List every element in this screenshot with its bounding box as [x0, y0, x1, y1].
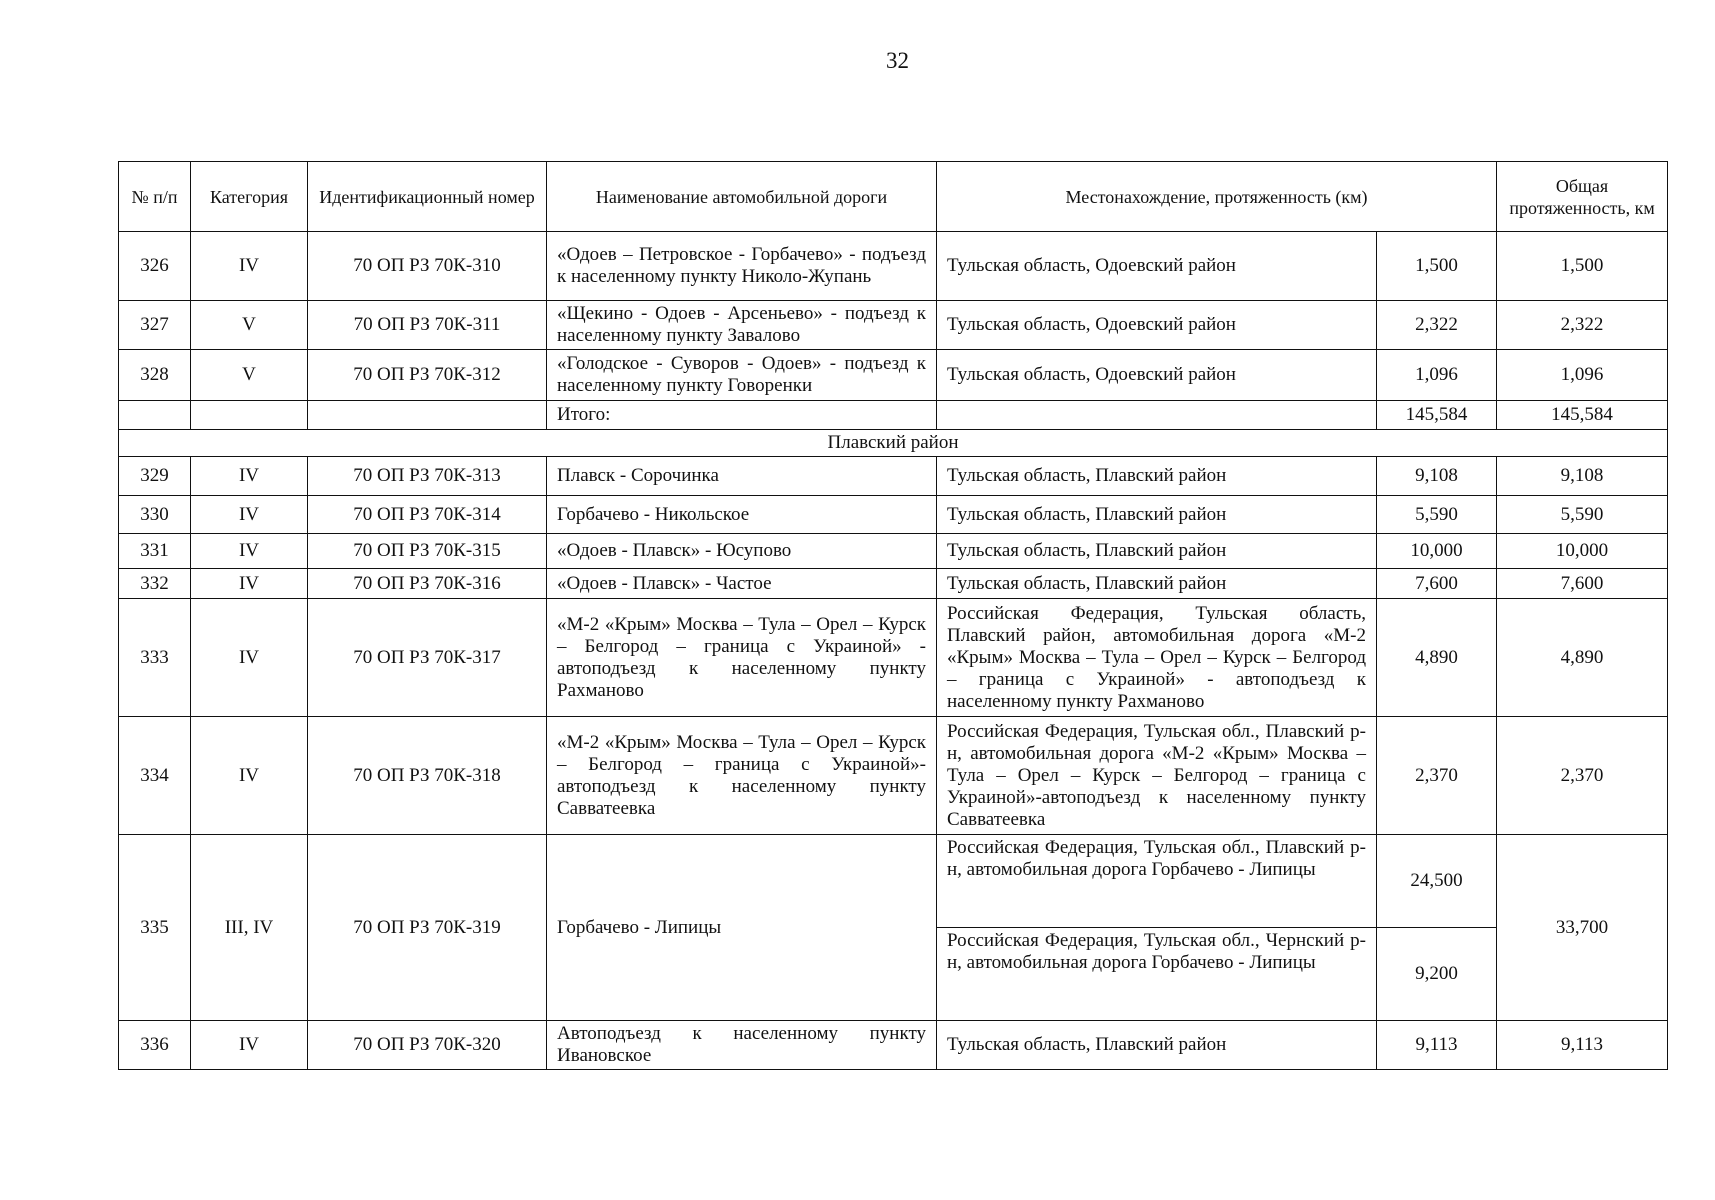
row-num: 330	[119, 496, 191, 534]
row-category: IV	[191, 457, 308, 496]
row-id: 70 ОП РЗ 70К-310	[308, 232, 547, 301]
row-id: 70 ОП РЗ 70К-311	[308, 301, 547, 350]
row-name: Плавск - Сорочинка	[547, 457, 937, 496]
header-location: Местонахождение, протяженность (км)	[937, 162, 1497, 232]
header-num: № п/п	[119, 162, 191, 232]
row-location: Тульская область, Одоевский район	[937, 301, 1377, 350]
row-category: IV	[191, 569, 308, 599]
row-location: Тульская область, Плавский район	[937, 569, 1377, 599]
row-total: 9,113	[1497, 1021, 1668, 1070]
row-length: 9,108	[1377, 457, 1497, 496]
row-num: 335	[119, 835, 191, 1021]
row-total: 5,590	[1497, 496, 1668, 534]
row-category: V	[191, 301, 308, 350]
row-length: 7,600	[1377, 569, 1497, 599]
row-length: 24,500	[1377, 835, 1497, 928]
row-length: 2,370	[1377, 717, 1497, 835]
row-length: 1,096	[1377, 350, 1497, 401]
row-length: 1,500	[1377, 232, 1497, 301]
row-num: 329	[119, 457, 191, 496]
row-name: Автоподъезд к населенному пункту Ивановское	[547, 1021, 937, 1070]
roads-table	[118, 161, 1668, 1070]
row-total: 4,890	[1497, 599, 1668, 717]
page-number: 32	[886, 48, 909, 73]
row-length: 2,322	[1377, 301, 1497, 350]
row-total: 1,096	[1497, 350, 1668, 401]
row-length: 9,113	[1377, 1021, 1497, 1070]
table-row	[119, 301, 1668, 350]
row-name: «Голодское - Суворов - Одоев» - подъезд к населенному пункту Говоренки	[547, 350, 937, 401]
row-category: IV	[191, 534, 308, 569]
row-location: Тульская область, Плавский район	[937, 1021, 1377, 1070]
row-name: «Одоев – Петровское - Горбачево» - подъезд к населенному пункту Николо-Жупань	[547, 232, 937, 301]
row-name: Горбачево - Липицы	[547, 835, 937, 1021]
row-id: 70 ОП РЗ 70К-316	[308, 569, 547, 599]
row-location: Тульская область, Одоевский район	[937, 232, 1377, 301]
total-sum: 145,584	[1497, 401, 1668, 430]
row-id: 70 ОП РЗ 70К-317	[308, 599, 547, 717]
row-location: Тульская область, Одоевский район	[937, 350, 1377, 401]
row-location: Тульская область, Плавский район	[937, 457, 1377, 496]
section-title: Плавский район	[119, 430, 1668, 457]
row-num: 328	[119, 350, 191, 401]
row-num: 327	[119, 301, 191, 350]
row-length: 10,000	[1377, 534, 1497, 569]
row-name: «Щекино - Одоев - Арсеньево» - подъезд к населенному пункту Завалово	[547, 301, 937, 350]
header-id: Идентификационный номер	[308, 162, 547, 232]
row-length: 4,890	[1377, 599, 1497, 717]
row-name: «М-2 «Крым» Москва – Тула – Орел – Курск – Белгород – граница с Украиной» - автоподъезд к населенному пункту Рахманово	[547, 599, 937, 717]
table-row	[119, 457, 1668, 496]
row-id: 70 ОП РЗ 70К-315	[308, 534, 547, 569]
table-row	[119, 717, 1668, 835]
total-label: Итого:	[547, 401, 937, 430]
row-name: «Одоев - Плавск» - Юсупово	[547, 534, 937, 569]
row-total: 1,500	[1497, 232, 1668, 301]
table-row	[119, 599, 1668, 717]
row-num: 336	[119, 1021, 191, 1070]
row-location: Российская Федерация, Тульская обл., Чернский р-н, автомобильная дорога Горбачево - Липицы	[937, 928, 1377, 1021]
row-num: 326	[119, 232, 191, 301]
row-total: 2,370	[1497, 717, 1668, 835]
table-row	[119, 569, 1668, 599]
header-category: Категория	[191, 162, 308, 232]
total-row	[119, 401, 1668, 430]
table-row	[119, 350, 1668, 401]
total-length: 145,584	[1377, 401, 1497, 430]
row-total: 2,322	[1497, 301, 1668, 350]
row-total: 7,600	[1497, 569, 1668, 599]
row-name: «Одоев - Плавск» - Частое	[547, 569, 937, 599]
row-num: 331	[119, 534, 191, 569]
row-location: Тульская область, Плавский район	[937, 496, 1377, 534]
table-row	[119, 496, 1668, 534]
row-category: III, IV	[191, 835, 308, 1021]
row-category: IV	[191, 717, 308, 835]
table-header-row	[119, 162, 1668, 232]
row-category: IV	[191, 599, 308, 717]
section-row	[119, 430, 1668, 457]
row-total: 33,700	[1497, 835, 1668, 1021]
table-row	[119, 232, 1668, 301]
row-total: 10,000	[1497, 534, 1668, 569]
row-num: 332	[119, 569, 191, 599]
header-total: Общая протяженность, км	[1497, 162, 1668, 232]
row-num: 334	[119, 717, 191, 835]
table-row	[119, 835, 1668, 928]
row-id: 70 ОП РЗ 70К-319	[308, 835, 547, 1021]
table-row	[119, 1021, 1668, 1070]
row-category: IV	[191, 1021, 308, 1070]
row-category: IV	[191, 232, 308, 301]
row-location: Российская Федерация, Тульская область, Плавский район, автомобильная дорога «М-2 «Крым» Москва – Тула – Орел – Курск – Белгород – граница с Украиной» - автоподъезд к населенному пункту Рахманово	[937, 599, 1377, 717]
row-name: «М-2 «Крым» Москва – Тула – Орел – Курск – Белгород – граница с Украиной»-автоподъезд к населенному пункту Савватеевка	[547, 717, 937, 835]
row-id: 70 ОП РЗ 70К-314	[308, 496, 547, 534]
row-name: Горбачево - Никольское	[547, 496, 937, 534]
row-total: 9,108	[1497, 457, 1668, 496]
row-id: 70 ОП РЗ 70К-313	[308, 457, 547, 496]
row-category: V	[191, 350, 308, 401]
row-length: 5,590	[1377, 496, 1497, 534]
row-location: Тульская область, Плавский район	[937, 534, 1377, 569]
row-category: IV	[191, 496, 308, 534]
header-name: Наименование автомобильной дороги	[547, 162, 937, 232]
row-id: 70 ОП РЗ 70К-312	[308, 350, 547, 401]
row-num: 333	[119, 599, 191, 717]
row-location: Российская Федерация, Тульская обл., Плавский р-н, автомобильная дорога Горбачево - Липицы	[937, 835, 1377, 928]
row-location: Российская Федерация, Тульская обл., Плавский р-н, автомобильная дорога «М-2 «Крым» Москва – Тула – Орел – Курск – Белгород – граница с Украиной»-автоподъезд к населенному пункту Савватеевка	[937, 717, 1377, 835]
row-length: 9,200	[1377, 928, 1497, 1021]
table-row	[119, 534, 1668, 569]
row-id: 70 ОП РЗ 70К-318	[308, 717, 547, 835]
row-id: 70 ОП РЗ 70К-320	[308, 1021, 547, 1070]
